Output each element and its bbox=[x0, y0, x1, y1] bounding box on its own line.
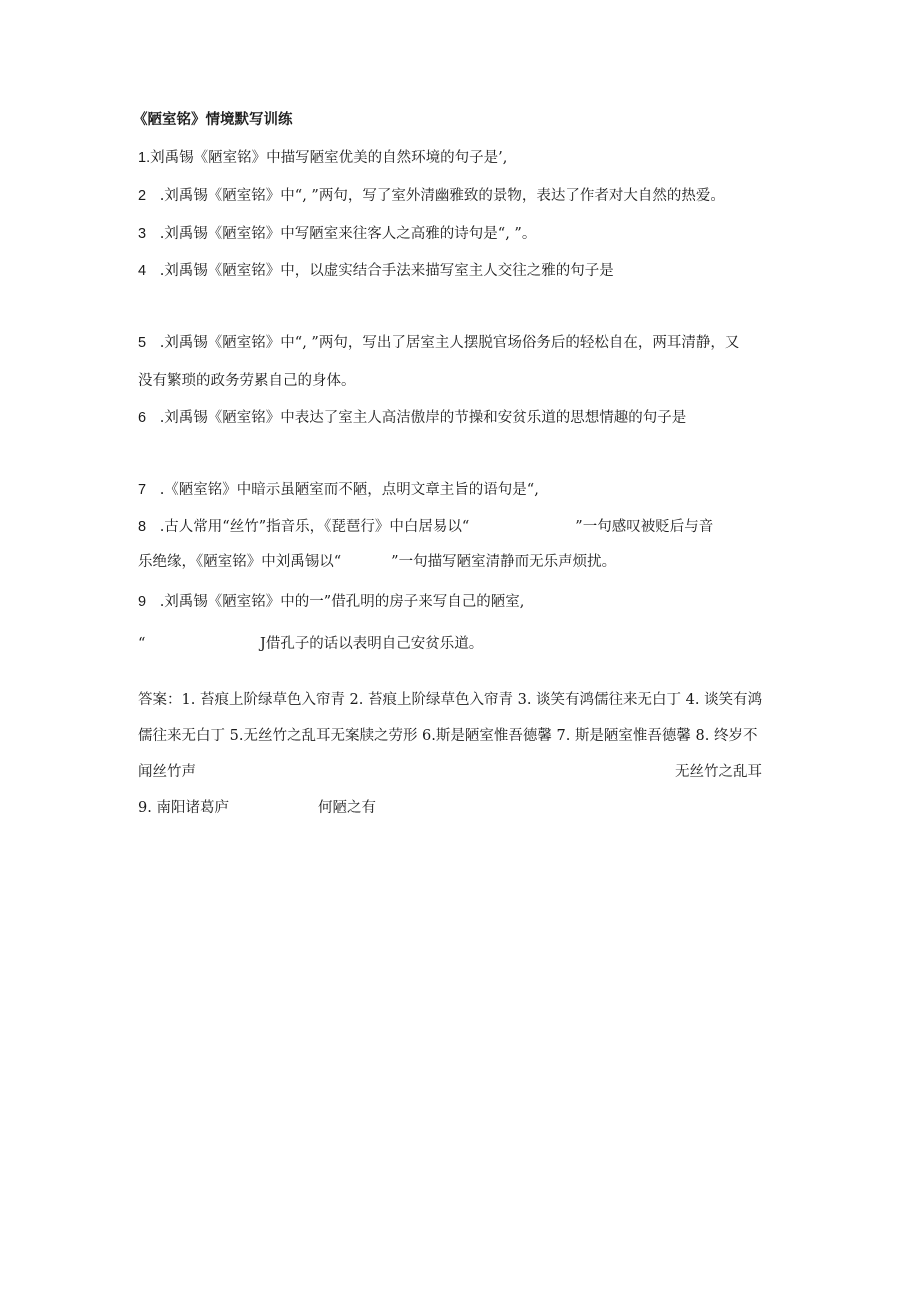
question-text: .刘禹锡《陋室铭》中“, ”两句，写出了居室主人摆脱官场俗务后的轻松自在，两耳清静，又 bbox=[159, 335, 740, 351]
question-number: 8 bbox=[138, 519, 147, 535]
question-9 bbox=[138, 592, 524, 612]
question-text: 刘禹锡《陋室铭》中描写陋室优美的自然环境的句子是’, bbox=[150, 150, 508, 166]
open-quote: “ bbox=[138, 636, 146, 652]
question-text: 乐绝缘，《陋室铭》中刘禹锡以“ bbox=[138, 554, 342, 570]
question-7 bbox=[138, 480, 539, 500]
answers-line-3: 闻丝竹声 bbox=[138, 764, 196, 780]
question-text: .《陋室铭》中暗示虽陋室而不陋，点明文章主旨的语句是“, bbox=[159, 482, 539, 498]
question-3 bbox=[138, 224, 536, 244]
question-8 bbox=[138, 517, 713, 537]
question-8-continued bbox=[138, 552, 616, 572]
answers-line-3-right: 无丝竹之乱耳 bbox=[675, 764, 762, 780]
question-text: ”一句描写陋室清静而无乐声烦扰。 bbox=[391, 554, 617, 570]
document-title: 《陋室铭》情境默写训练 bbox=[133, 112, 293, 128]
question-4 bbox=[138, 261, 614, 281]
answers-line-4: 9. 南阳诸葛庐 bbox=[138, 800, 229, 816]
question-number: 5 bbox=[138, 335, 147, 351]
question-5 bbox=[138, 333, 739, 353]
question-text: .刘禹锡《陋室铭》中，以虚实结合手法来描写室主人交往之雅的句子是 bbox=[159, 263, 614, 279]
question-5-continued: 没有繁琐的政务劳累自己的身体。 bbox=[138, 373, 356, 389]
question-text: ”一句感叹被贬后与音 bbox=[575, 519, 714, 535]
answers-line-2: 儒往来无白丁 5.无丝竹之乱耳无案牍之劳形 6.斯是陋室惟吾德馨 7. 斯是陋室惟吾德馨 8. 终岁不 bbox=[138, 728, 758, 744]
question-number: 9 bbox=[138, 594, 147, 610]
question-6 bbox=[138, 408, 686, 428]
question-number: 7 bbox=[138, 482, 147, 498]
question-text: .刘禹锡《陋室铭》中“, ”两句，写了室外清幽雅致的景物，表达了作者对大自然的热爱。 bbox=[159, 188, 725, 204]
question-text: .古人常用“丝竹”指音乐，《琵琶行》中白居易以“ bbox=[159, 519, 470, 535]
question-9-tail: J借孔子的话以表明自己安贫乐道。 bbox=[260, 636, 484, 652]
question-text: .刘禹锡《陋室铭》中的一”借孔明的房子来写自己的陋室, bbox=[159, 594, 525, 610]
question-number: 6 bbox=[138, 410, 147, 426]
question-1 bbox=[138, 148, 507, 168]
question-number: 1. bbox=[138, 150, 151, 166]
question-number: 2 bbox=[138, 188, 147, 204]
question-number: 3 bbox=[138, 226, 147, 242]
question-2 bbox=[138, 186, 725, 206]
question-text: .刘禹锡《陋室铭》中表达了室主人高洁傲岸的节操和安贫乐道的思想情趣的句子是 bbox=[159, 410, 687, 426]
question-9-continued bbox=[138, 634, 145, 654]
answers-line-4-right: 何陋之有 bbox=[318, 800, 376, 816]
question-text: .刘禹锡《陋室铭》中写陋室来往客人之高雅的诗句是“, ”。 bbox=[159, 226, 537, 242]
answers-line-1: 答案：1. 苔痕上阶绿草色入帘青 2. 苔痕上阶绿草色入帘青 3. 谈笑有鸿儒往来无白丁 4. 谈笑有鸿 bbox=[138, 692, 763, 708]
question-number: 4 bbox=[138, 263, 147, 279]
